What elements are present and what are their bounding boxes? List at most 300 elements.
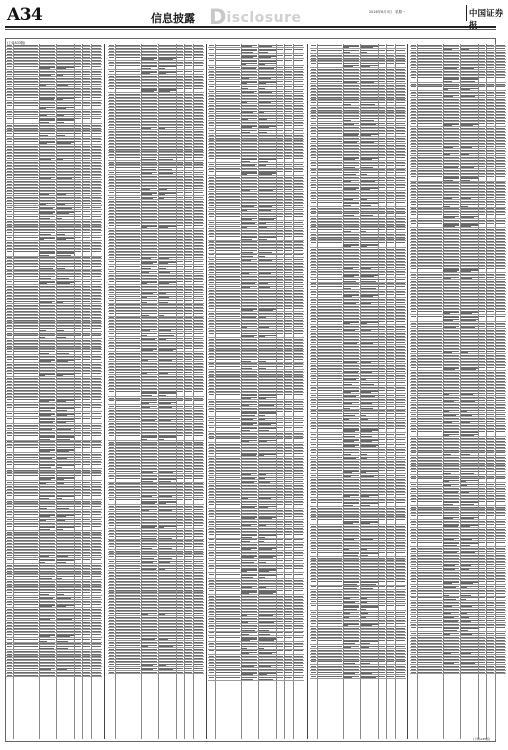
text-line [14, 435, 38, 436]
text-line [39, 636, 50, 637]
text-line [14, 373, 38, 374]
table-cell [141, 253, 158, 254]
text-line [177, 76, 183, 77]
text-line [14, 177, 38, 178]
text-line [159, 258, 170, 259]
text-line [109, 71, 114, 72]
text-line [7, 428, 12, 429]
table-cell [91, 335, 102, 337]
text-line [159, 137, 176, 138]
text-line [92, 526, 102, 527]
table-cell [6, 332, 13, 333]
text-line [14, 311, 38, 312]
text-line [39, 648, 53, 649]
text-line [57, 532, 74, 533]
table-cell [82, 475, 91, 479]
text-line [109, 51, 114, 52]
table-cell [13, 378, 38, 379]
text-line [39, 257, 55, 258]
text-line [141, 242, 157, 243]
text-line [57, 586, 74, 587]
text-line [75, 226, 81, 227]
table-cell [6, 519, 13, 521]
table-cell [91, 653, 102, 654]
table-cell [39, 84, 56, 86]
text-line [82, 370, 90, 371]
text-line [14, 555, 38, 556]
text-line [92, 130, 102, 131]
text-line [75, 546, 81, 547]
text-line [39, 589, 55, 590]
text-line [75, 654, 81, 655]
text-line [184, 157, 192, 158]
table-cell [82, 555, 91, 557]
table-cell [13, 84, 38, 86]
table-cell [108, 133, 115, 134]
text-line [14, 489, 38, 490]
text-line [92, 51, 102, 52]
text-line [92, 584, 102, 585]
text-line [116, 118, 140, 119]
text-line [39, 138, 55, 139]
table-cell [13, 659, 38, 660]
table-cell [39, 567, 56, 568]
table-cell [91, 263, 102, 264]
table-cell [74, 364, 82, 365]
text-line [116, 100, 140, 101]
table-cell [115, 233, 140, 234]
table-cell [176, 236, 184, 237]
table-cell [193, 253, 204, 254]
text-line [57, 410, 67, 411]
table-cell [82, 390, 91, 391]
text-line [82, 475, 90, 476]
table-cell [13, 149, 38, 150]
table-cell [6, 351, 13, 353]
text-line [159, 194, 166, 195]
table-cell [13, 307, 38, 308]
table-cell [115, 148, 140, 149]
table-cell [56, 339, 74, 340]
table-cell [82, 639, 91, 641]
table-cell [108, 106, 115, 107]
text-line [14, 537, 38, 538]
text-line [141, 162, 157, 163]
table-cell [74, 167, 82, 168]
table-cell [141, 62, 158, 63]
text-line [92, 81, 102, 82]
table-cell [6, 91, 13, 92]
table-cell [74, 345, 82, 346]
text-line [14, 335, 38, 336]
table-cell [6, 186, 13, 187]
text-line [159, 201, 176, 202]
table-cell [115, 248, 140, 249]
text-line [92, 503, 102, 504]
table-cell [82, 482, 91, 484]
text-line [39, 143, 46, 144]
table-cell [184, 139, 193, 140]
text-line [92, 152, 102, 153]
table-cell [82, 469, 91, 470]
text-line [109, 188, 114, 189]
table-cell [91, 247, 102, 248]
text-line [7, 506, 12, 507]
text-line [75, 435, 81, 436]
section-logo-rest: isclosure [226, 10, 301, 26]
text-line [82, 552, 90, 553]
text-line [194, 164, 204, 165]
text-line [75, 340, 81, 341]
table-cell [13, 495, 38, 498]
table-cell [108, 103, 115, 104]
table-cell [6, 286, 13, 287]
text-line [159, 115, 176, 116]
table-cell [74, 247, 82, 248]
text-line [75, 325, 81, 326]
text-line [116, 79, 140, 80]
text-line [92, 174, 102, 175]
table-cell [82, 537, 91, 538]
table-cell [39, 202, 56, 204]
table-cell [13, 404, 38, 405]
text-line [177, 219, 183, 220]
text-line [92, 200, 102, 201]
text-line [7, 628, 12, 629]
table-cell [82, 486, 91, 487]
table-cell [56, 206, 74, 208]
table-cell [74, 404, 82, 405]
text-line [159, 164, 176, 165]
table-cell [184, 230, 193, 231]
table-cell [82, 546, 91, 547]
text-line [14, 130, 38, 131]
table-cell [108, 164, 115, 165]
table-cell [82, 173, 91, 174]
table-cell [6, 618, 13, 620]
table-cell [141, 213, 158, 214]
text-line [194, 65, 204, 66]
text-line [159, 248, 176, 249]
text-line [75, 158, 81, 159]
text-line [141, 182, 157, 183]
table-cell [158, 133, 176, 134]
table-cell [193, 48, 204, 49]
table-cell [6, 600, 13, 601]
text-line [75, 335, 81, 336]
text-line [109, 76, 114, 77]
text-line [82, 203, 90, 204]
table-cell [39, 270, 56, 271]
text-line [14, 523, 38, 524]
text-line [82, 662, 90, 663]
table-cell [56, 110, 74, 111]
text-line [194, 54, 204, 55]
table-cell [184, 56, 193, 59]
text-line [7, 519, 12, 520]
text-line [57, 115, 64, 116]
text-line [39, 489, 55, 490]
text-line [75, 54, 81, 55]
text-line [39, 393, 55, 394]
text-line [75, 211, 81, 212]
table-cell [91, 78, 102, 79]
text-line [57, 333, 74, 334]
text-line [141, 189, 150, 190]
text-line [92, 586, 102, 587]
text-line [92, 91, 102, 92]
text-line [92, 305, 102, 306]
table-cell [56, 81, 74, 82]
table-cell [82, 304, 91, 305]
table-cell [13, 229, 38, 230]
text-line [14, 571, 38, 572]
table-cell [82, 345, 91, 346]
text-line [92, 622, 102, 623]
table-cell [176, 250, 184, 251]
text-line [159, 213, 176, 214]
table-cell [91, 573, 102, 574]
table-cell [13, 348, 38, 349]
table-cell [176, 216, 184, 217]
text-line [75, 581, 81, 582]
table-cell [193, 187, 204, 189]
table-cell [6, 325, 13, 326]
text-line [92, 472, 102, 473]
table-cell [6, 313, 13, 314]
table-cell [39, 510, 56, 511]
table-cell [39, 372, 56, 375]
table-cell [176, 151, 184, 152]
text-line [92, 601, 102, 602]
text-line [7, 359, 12, 360]
text-line [82, 328, 90, 329]
text-line [14, 634, 38, 635]
text-line [116, 103, 140, 104]
table-cell [39, 206, 56, 208]
table-cell [158, 261, 176, 264]
table-cell [39, 633, 56, 636]
table-cell [74, 286, 82, 287]
table-cell [6, 398, 13, 401]
table-cell [193, 224, 204, 227]
table-cell [56, 622, 74, 623]
table-cell [184, 164, 193, 165]
text-line [39, 155, 55, 156]
table-cell [74, 176, 82, 178]
table-cell [56, 592, 74, 594]
table-cell [74, 549, 82, 550]
table-cell [184, 50, 193, 51]
text-line [57, 88, 74, 89]
text-line [39, 425, 55, 426]
text-line [82, 165, 90, 166]
table-cell [74, 418, 82, 422]
table-cell [91, 294, 102, 295]
table-cell [13, 475, 38, 479]
table-cell [13, 589, 38, 590]
text-line [39, 91, 55, 92]
table-cell [74, 304, 82, 305]
table-cell [6, 531, 13, 532]
text-line [39, 295, 55, 296]
text-line [82, 221, 90, 222]
table-cell [39, 170, 56, 171]
table-cell [6, 506, 13, 508]
table-cell [13, 270, 38, 271]
table-cell [176, 191, 184, 194]
table-cell [158, 109, 176, 110]
text-line [194, 103, 204, 104]
table-cell [91, 603, 102, 606]
table-cell [108, 115, 115, 116]
table-cell [13, 447, 38, 451]
text-line [82, 245, 90, 246]
table-cell [56, 643, 74, 644]
text-line [184, 65, 192, 66]
text-line [57, 204, 65, 205]
table-cell [74, 348, 82, 349]
table-cell [6, 146, 13, 147]
table-cell [176, 210, 184, 211]
text-line [92, 295, 102, 296]
table-cell [6, 206, 13, 208]
table-cell [74, 220, 82, 221]
table-cell [39, 124, 56, 125]
text-line [109, 109, 114, 110]
table-cell [91, 133, 102, 135]
table-cell [193, 242, 204, 243]
text-line [82, 576, 90, 577]
text-line [7, 559, 12, 560]
table-cell [91, 418, 102, 422]
text-line [82, 457, 90, 458]
table-cell [6, 500, 13, 501]
text-line [14, 384, 38, 385]
table-cell [74, 154, 82, 155]
table-cell [13, 242, 38, 243]
text-line [184, 201, 192, 202]
table-cell [13, 510, 38, 511]
text-line [92, 187, 102, 188]
table-cell [56, 543, 74, 544]
text-line [14, 125, 38, 126]
text-line [7, 305, 12, 306]
table-cell [184, 142, 193, 143]
table-cell [13, 247, 38, 248]
table-cell [56, 407, 74, 410]
text-line [57, 619, 72, 620]
text-line [184, 182, 192, 183]
text-line [39, 401, 49, 402]
text-line [57, 75, 63, 76]
table-cell [82, 447, 91, 451]
table-cell [158, 230, 176, 231]
text-line [82, 63, 90, 64]
text-line [141, 258, 151, 259]
text-line [39, 378, 55, 379]
text-line [82, 273, 90, 274]
text-line [39, 429, 52, 430]
text-line [39, 675, 55, 676]
table-cell [6, 276, 13, 278]
text-line [57, 654, 74, 655]
text-line [14, 348, 38, 349]
table-cell [91, 322, 102, 323]
text-line [7, 346, 12, 347]
text-line [14, 662, 38, 663]
table-cell [56, 431, 74, 432]
text-line [75, 418, 81, 419]
table-cell [141, 242, 158, 243]
text-line [14, 190, 38, 191]
table-cell [82, 45, 91, 46]
text-line [82, 97, 90, 98]
text-line [177, 94, 183, 95]
table-cell [108, 142, 115, 143]
text-line [14, 197, 38, 198]
table-cell [13, 164, 38, 165]
text-line [92, 549, 102, 550]
table-cell [91, 245, 102, 246]
table-cell [13, 567, 38, 568]
text-line [7, 407, 12, 408]
table-cell [82, 113, 91, 115]
table-cell [141, 79, 158, 80]
table-cell [13, 646, 38, 648]
table-cell [91, 342, 102, 343]
text-line [7, 370, 12, 371]
table-cell [184, 181, 193, 182]
text-line [57, 314, 74, 315]
table-cell [141, 136, 158, 137]
text-line [184, 48, 192, 49]
table-cell [184, 79, 193, 80]
table-cell [82, 424, 91, 425]
text-line [92, 141, 102, 142]
table-cell [193, 62, 204, 63]
table-cell [39, 369, 56, 370]
table-cell [193, 201, 204, 202]
table-cell [6, 300, 13, 302]
table-cell [56, 127, 74, 128]
text-line [57, 503, 74, 504]
table-cell [56, 424, 74, 425]
text-line [75, 378, 81, 379]
text-line [82, 289, 90, 290]
table-cell [82, 441, 91, 442]
text-line [75, 281, 81, 282]
table-cell [74, 56, 82, 57]
text-line [159, 143, 176, 144]
text-line [57, 370, 74, 371]
table-cell [91, 339, 102, 340]
text-line [159, 254, 176, 255]
text-line [82, 118, 90, 119]
table-cell [74, 500, 82, 501]
table-cell [176, 245, 184, 246]
table-cell [13, 531, 38, 532]
text-line [159, 198, 165, 199]
text-line [75, 523, 81, 524]
table-cell [13, 612, 38, 613]
text-line [75, 503, 81, 504]
text-line [92, 390, 102, 391]
table-cell [39, 137, 56, 138]
table-cell [82, 186, 91, 187]
table-cell [115, 224, 140, 227]
table-cell [13, 176, 38, 178]
